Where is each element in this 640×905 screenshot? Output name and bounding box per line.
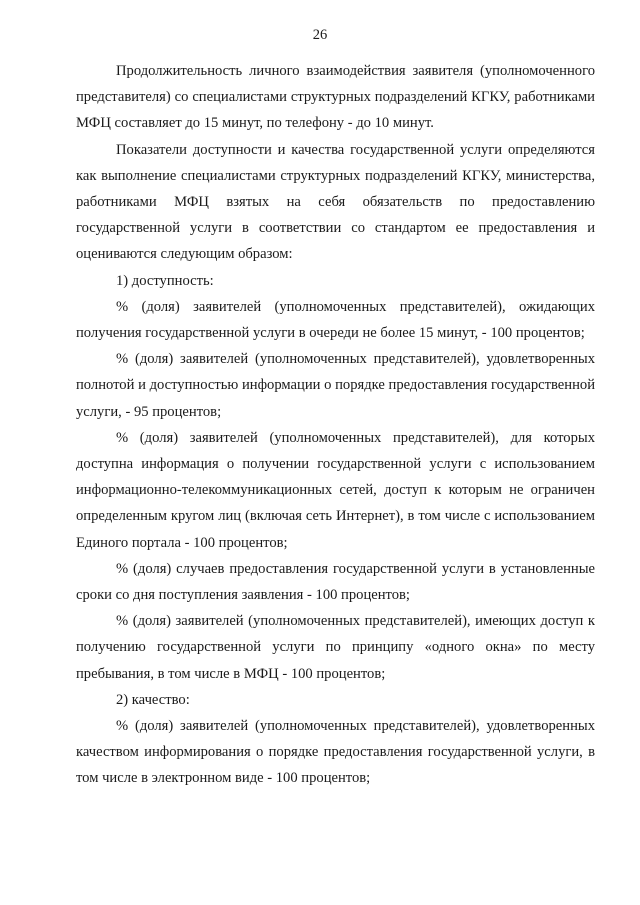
document-body [76,58,595,792]
paragraph-online-information: % (доля) заявителей (уполномоченных представителей), для которых доступна информация о получении государственной услуги с использованием информационно-телекоммуникационных сетей, доступ к которым не ограничен определенным кругом лиц (включая сеть Интернет), в том числе с использованием Единого портала - 100 процентов; [76,429,595,551]
paragraph-quality-indicators: Показатели доступности и качества государственной услуги определяются как выполнение специалистами структурных подразделений КГКУ, министерства, работниками МФЦ взятых на себя обязательств по предоставлению государственной услуги в соответствии со стандартом ее предоставления и оцениваются следующим образом: [76,141,595,263]
page-number: 26 [312,27,328,43]
paragraph-queue-wait: % (доля) заявителей (уполномоченных представителей), ожидающих получения государственной услуги в очереди не более 15 минут, - 100 процентов; [76,298,595,342]
heading-quality: 2) качество: [116,691,190,708]
paragraph-one-window: % (доля) заявителей (уполномоченных представителей), имеющих доступ к получению государственной услуги по принципу «одного окна» по месту пребывания, в том числе в МФЦ - 100 процентов; [76,613,595,682]
heading-accessibility: 1) доступность: [116,272,214,289]
paragraph-timely-provision: % (доля) случаев предоставления государственной услуги в установленные сроки со дня поступления заявления - 100 процентов; [76,560,595,604]
paragraph-information-completeness: % (доля) заявителей (уполномоченных представителей), удовлетворенных полнотой и доступностью информации о порядке предоставления государственной услуги, - 95 процентов; [76,351,595,420]
paragraph-interaction-duration: Продолжительность личного взаимодействия заявителя (уполномоченного представителя) со специалистами структурных подразделений КГКУ, работниками МФЦ составляет до 15 минут, по телефону - до 10 минут. [76,63,595,132]
paragraph-information-quality: % (доля) заявителей (уполномоченных представителей), удовлетворенных качеством информирования о порядке предоставления государственной услуги, в том числе в электронном виде - 100 процентов; [76,718,595,787]
